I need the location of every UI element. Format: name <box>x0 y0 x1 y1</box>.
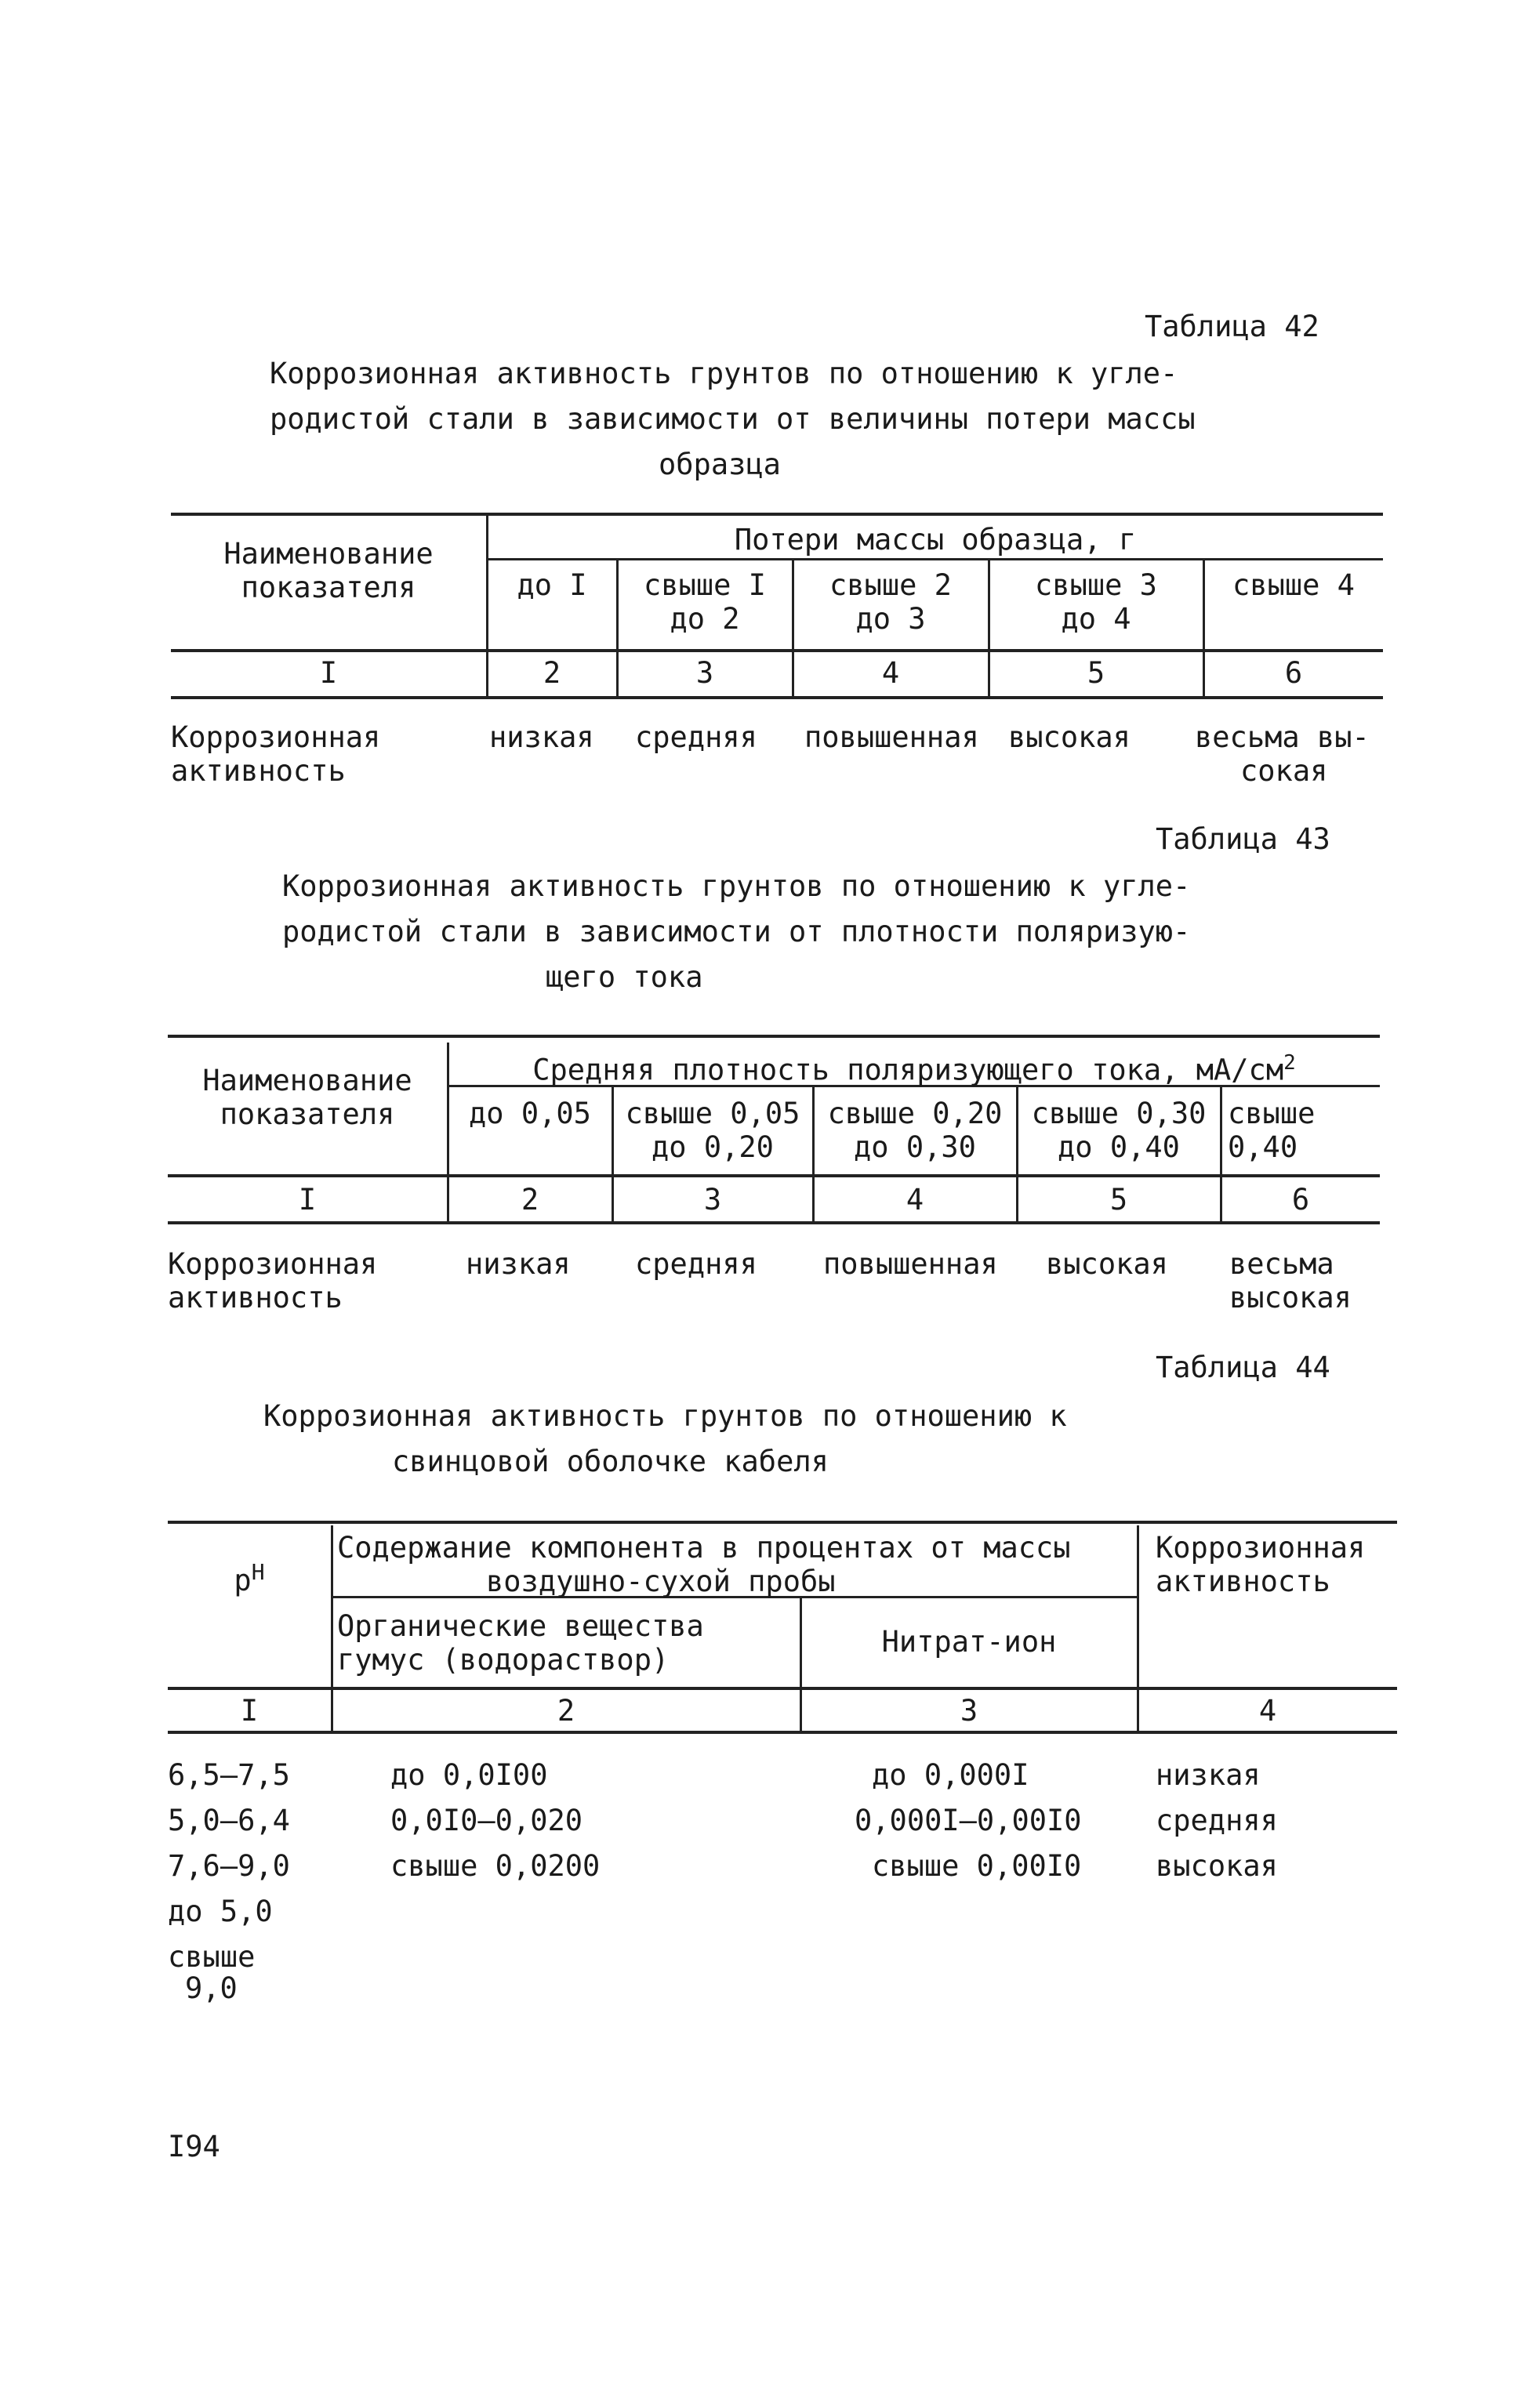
table42-value: низкая <box>489 720 594 754</box>
table43-colnum: 3 <box>703 1183 722 1217</box>
table44-ph-header: $p^H$ <box>234 1559 265 1597</box>
table42-colnum: 5 <box>1087 656 1105 690</box>
table42-col-header: свыше I до 2 <box>644 568 766 636</box>
table44-organic-value: до 0,0I00 <box>390 1758 548 1792</box>
table44-nitrate-value: до 0,000I <box>872 1758 1029 1792</box>
table42-rule-header <box>171 649 1383 652</box>
table42-caption-line2: родистой стали в зависимости от величины потери массы <box>270 402 1196 436</box>
table43-col-header: свыше 0,40 <box>1228 1097 1316 1164</box>
table44-label: Таблица 44 <box>1156 1351 1330 1384</box>
table42-rule-top <box>171 513 1383 516</box>
table43-value: весьма высокая <box>1229 1247 1352 1315</box>
table44-sub-nitrate: Нитрат-ион <box>881 1625 1057 1659</box>
table42-value: весьма вы- сокая <box>1195 720 1370 788</box>
table43-caption-line3: щего тока <box>546 960 703 994</box>
page-number: I94 <box>168 2130 220 2163</box>
table42-col-header: свыше 3 до 4 <box>1035 568 1157 636</box>
table43-value: повышенная <box>823 1247 998 1281</box>
table42-value: повышенная <box>804 720 979 754</box>
table44-organic-value: свыше 0,0200 <box>390 1849 601 1883</box>
table42-col-header: до I <box>517 568 587 602</box>
table43-colnum: 2 <box>521 1183 539 1217</box>
table42-caption-line3: образца <box>659 448 781 481</box>
table43-label: Таблица 43 <box>1156 822 1330 856</box>
table44-rule-top <box>168 1521 1397 1524</box>
table44-colnum: I <box>240 1694 259 1728</box>
table44-activity-value: средняя <box>1156 1804 1278 1837</box>
table44-sub-organic: Органические вещества гумус (водораствор) <box>337 1609 704 1677</box>
table44-content-header: Содержание компонента в процентах от массы воздушно-сухой пробы <box>337 1531 1071 1598</box>
table44-ph-value: 6,5–7,5 <box>168 1758 290 1792</box>
table44-caption-line1: Коррозионная активность грунтов по отношению к <box>263 1399 1067 1433</box>
table44-colnum: 2 <box>557 1694 575 1728</box>
table43-rule-numbers <box>168 1221 1380 1224</box>
table43-value: средняя <box>635 1247 757 1281</box>
table44-ph-value: 7,6–9,0 <box>168 1849 290 1883</box>
table44-ph-value: 9,0 <box>185 1971 238 2005</box>
table43-value: высокая <box>1046 1247 1168 1281</box>
table43-stub-header: Наименование показателя <box>202 1064 412 1131</box>
table42-rule-group <box>486 558 1383 560</box>
table42-stub-header: Наименование показателя <box>223 537 434 604</box>
table42-col-header: свыше 4 <box>1232 568 1355 602</box>
table43-row-label: Коррозионная активность <box>168 1247 378 1315</box>
table44-activity-value: низкая <box>1156 1758 1261 1792</box>
table44-colnum: 4 <box>1258 1694 1277 1728</box>
table42-colnum: 3 <box>695 656 714 690</box>
table44-caption-line2: свинцовой оболочке кабеля <box>392 1445 829 1478</box>
table42-row-label: Коррозионная активность <box>171 720 381 788</box>
table44-activity-value: высокая <box>1156 1849 1278 1883</box>
table42-colnum: 2 <box>543 656 561 690</box>
table43-rule-top <box>168 1035 1380 1038</box>
table43-col-header: до 0,05 <box>469 1097 591 1130</box>
table43-col-header: свыше 0,05 до 0,20 <box>625 1097 800 1164</box>
table43-caption-line1: Коррозионная активность грунтов по отношению к угле- <box>282 869 1191 903</box>
table43-colnum: I <box>298 1183 317 1217</box>
table42-colnum: 4 <box>881 656 900 690</box>
table42-col-header: свыше 2 до 3 <box>829 568 952 636</box>
table44-rule-numbers <box>168 1731 1397 1734</box>
table44-activity-header: Коррозионная активность <box>1156 1531 1366 1598</box>
table43-rule-header <box>168 1174 1380 1177</box>
table43-value: низкая <box>466 1247 571 1281</box>
table44-nitrate-value: 0,000I–0,00I0 <box>855 1804 1082 1837</box>
table42-colnum: I <box>319 656 338 690</box>
table44-ph-value: до 5,0 <box>168 1895 273 1928</box>
table43-colnum: 4 <box>906 1183 924 1217</box>
table42-label: Таблица 42 <box>1145 310 1319 343</box>
table42-value: средняя <box>635 720 757 754</box>
table42-value: высокая <box>1008 720 1131 754</box>
table44-colnum: 3 <box>960 1694 978 1728</box>
table43-colnum: 6 <box>1291 1183 1310 1217</box>
table42-caption-line1: Коррозионная активность грунтов по отношению к угле- <box>270 357 1178 390</box>
table43-group-header: Средняя плотность поляризующего тока, $мА/см^2$ <box>532 1051 1296 1087</box>
table44-organic-value: 0,0I0–0,020 <box>390 1804 583 1837</box>
table42-colnum: 6 <box>1284 656 1303 690</box>
table44-ph-value: 5,0–6,4 <box>168 1804 290 1837</box>
table44-rule-header <box>168 1687 1397 1690</box>
table42-rule-numbers <box>171 696 1383 699</box>
table42-group-header: Потери массы образца, г <box>734 523 1137 557</box>
table43-col-header: свыше 0,20 до 0,30 <box>827 1097 1003 1164</box>
table44-ph-value: свыше <box>168 1940 256 1974</box>
table43-caption-line2: родистой стали в зависимости от плотности поляризую- <box>282 915 1191 948</box>
table43-col-header: свыше 0,30 до 0,40 <box>1031 1097 1207 1164</box>
table44-nitrate-value: свыше 0,00I0 <box>872 1849 1082 1883</box>
table43-colnum: 5 <box>1109 1183 1128 1217</box>
